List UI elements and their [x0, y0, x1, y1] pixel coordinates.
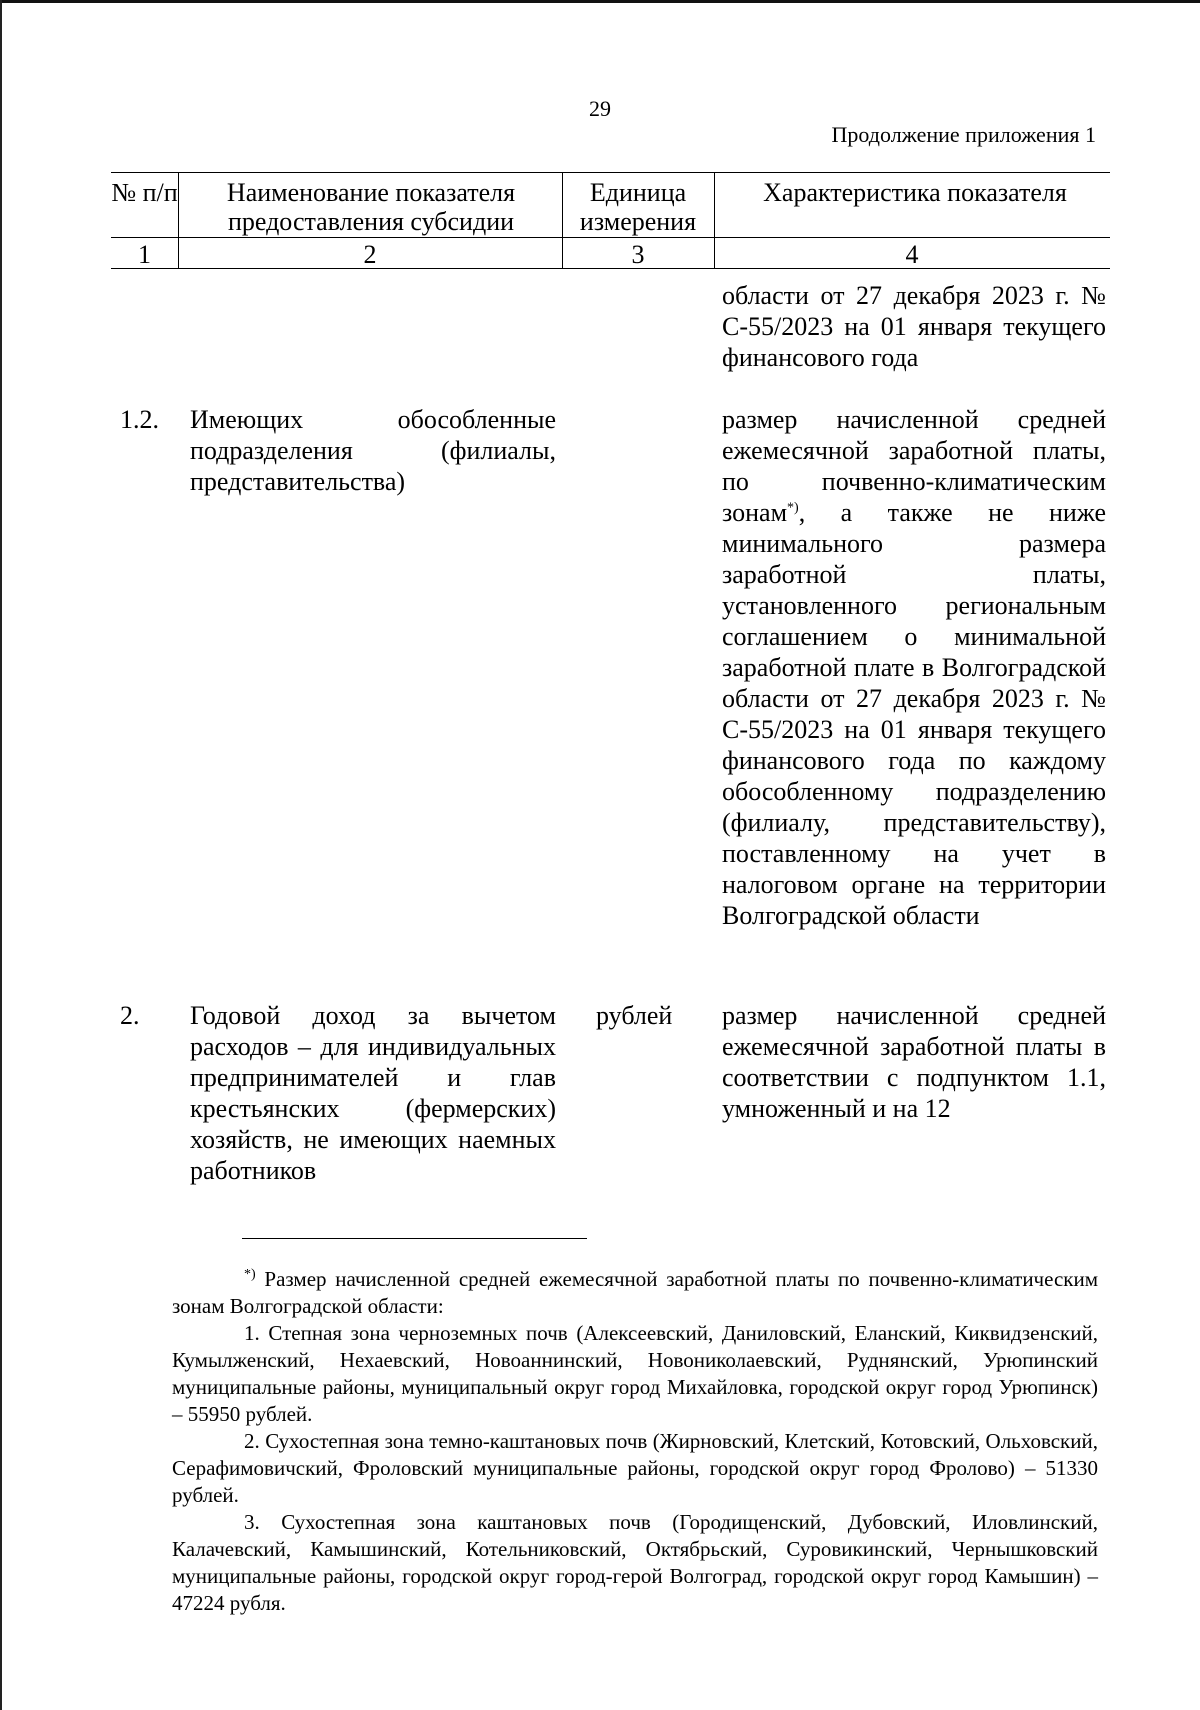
column-number-3: 3 — [631, 240, 645, 269]
footnote — [172, 1266, 1098, 1617]
row-characteristic: размер начисленной средней ежемесячной заработной платы в соответствии с подпунктом 1.1, умноженный и на 12 — [722, 1001, 1106, 1123]
page-number: 29 — [589, 96, 611, 121]
scan-edge-top — [0, 0, 1200, 3]
row-indicator-name: Годовой доход за вычетом расходов – для индивидуальных предпринимателей и глав крестьянских (фермерских) хозяйств, не имеющих наемных работников — [190, 1001, 556, 1185]
column-number-4: 4 — [905, 240, 919, 269]
scan-edge-left — [0, 0, 2, 1710]
row-characteristic — [722, 404, 1106, 931]
header-characteristic: Характеристика показателя — [763, 178, 1067, 207]
header-indicator-name: Наименование показателя предоставления субсидии — [226, 178, 516, 236]
row-unit: рублей — [596, 1001, 673, 1030]
characteristic-text-continued: , а также не ниже минимального размера заработной платы, установленного региональным соглашением о минимальной заработной плате в Волгоградской области от 27 декабря 2023 г. № С-55/2023 на 01 января текущего финансового года по каждому обособленному подразделению (филиалу, представительству), поставленному на учет в налоговом органе на территории Волгоградской области — [722, 498, 1106, 930]
footnote-mark: *) — [244, 1267, 256, 1282]
footnote-item: 1. Степная зона черноземных почв (Алексеевский, Даниловский, Еланский, Киквидзенский, Кумылженский, Нехаевский, Новоаннинский, Новониколаевский, Руднянский, Урюпинский муниципальные районы, муниципальный округ город Михайловка, городской округ город Урюпинск) – 55950 рублей. — [172, 1321, 1098, 1426]
characteristic-text: размер начисленной средней ежемесячной заработной платы, по почвенно-климатическим зонам — [722, 405, 1106, 527]
header-unit: Единица измерения — [579, 178, 697, 236]
row-number: 2. — [120, 1001, 140, 1030]
continuation-text: области от 27 декабря 2023 г. № С-55/2023 на 01 января текущего финансового года — [722, 281, 1106, 372]
footnote-reference: *) — [787, 500, 799, 516]
appendix-continuation-note: Продолжение приложения 1 — [831, 122, 1096, 147]
footnote-intro: *) Размер начисленной средней ежемесячной заработной платы по почвенно-климатическим зонам Волгоградской области: — [172, 1267, 1099, 1318]
column-number-1: 1 — [138, 240, 151, 269]
column-number-2: 2 — [363, 240, 377, 269]
footnote-separator — [242, 1238, 587, 1239]
row-indicator-name: Имеющих обособленные подразделения (филиалы, представительства) — [190, 405, 556, 496]
row-number: 1.2. — [120, 405, 159, 434]
footnote-item: 2. Сухостепная зона темно-каштановых почв (Жирновский, Клетский, Котовский, Ольховский, Серафимовичский, Фроловский муниципальные районы, городской округ город Фролово) – 51330 рублей. — [172, 1429, 1098, 1507]
footnote-item: 3. Сухостепная зона каштановых почв (Городищенский, Дубовский, Иловлинский, Калачевский, Камышинский, Котельниковский, Октябрьский, Суровикинский, Чернышковский муниципальные районы, городской округ город-герой Волгоград, городской округ город Камышин) – 47224 рубля. — [172, 1510, 1098, 1615]
header-number: № п/п — [111, 178, 178, 207]
